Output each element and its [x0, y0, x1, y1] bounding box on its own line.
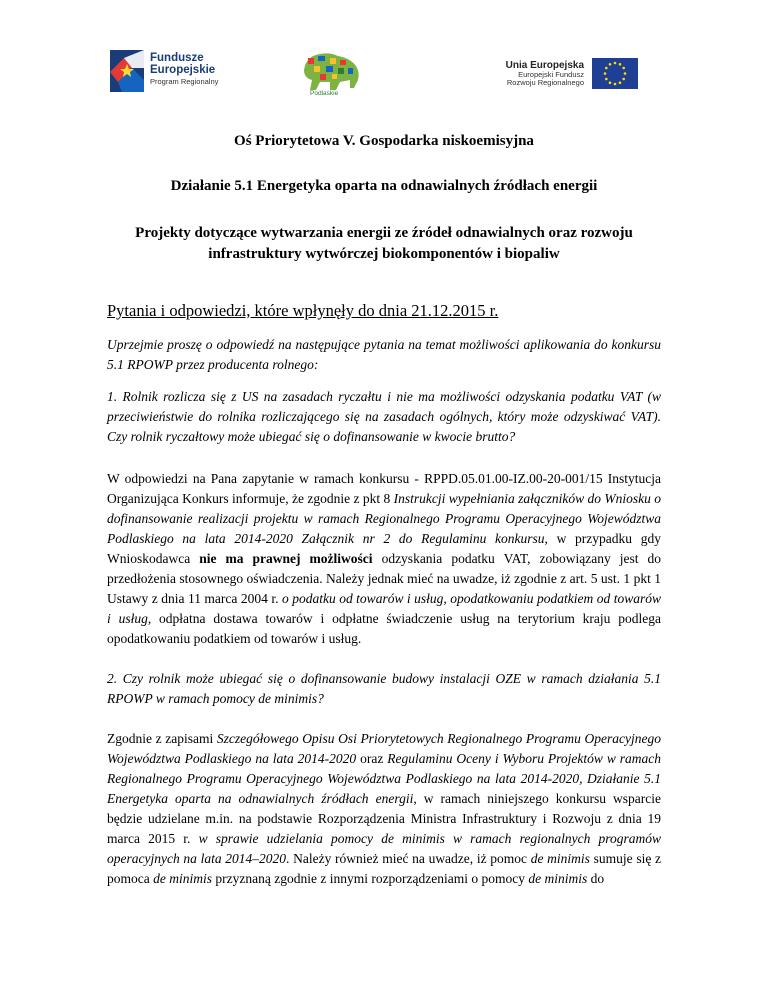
eu-logo-line2: Europejski Fundusz: [518, 70, 584, 79]
intro-paragraph: Uprzejmie proszę o odpowiedź na następujące pytania na temat możliwości aplikowania do konkursu 5.1 RPOWP przez producenta rolnego:: [107, 337, 661, 372]
eu-logo-text: [498, 60, 584, 88]
priority-axis-heading: Oś Priorytetowa V. Gospodarka niskoemisyjna: [234, 133, 534, 149]
logo-bar: [0, 50, 768, 110]
fe-star-flag-icon: [110, 50, 144, 92]
question-2: 2. Czy rolnik może ubiegać się o dofinansowanie budowy instalacji OZE w ramach działania 5.1 RPOWP w ramach pomocy de minimis?: [107, 671, 661, 706]
fe-logo-line1: Fundusze: [150, 52, 204, 64]
measure-heading: Działanie 5.1 Energetyka oparta na odnawialnych źródłach energii: [170, 178, 598, 194]
projects-heading: Projekty dotyczące wytwarzania energii ze źródeł odnawialnych oraz rozwoju infrastruktury wytwórczej biokomponentów i biopaliw: [135, 225, 633, 262]
fundusze-europejskie-logo: [110, 50, 260, 94]
eu-logo-line3: Rozwoju Regionalnego: [506, 78, 584, 88]
fe-logo-line3: Program Regionalny: [150, 77, 219, 87]
qa-section-title: Pytania i odpowiedzi, które wpłynęły do dnia 21.12.2015 r.: [107, 301, 499, 320]
answer-1: W odpowiedzi na Pana zapytanie w ramach konkursu - RPPD.05.01.00-IZ.00-20-001/15 Instytucja Organizująca Konkurs informuje, że zgodnie z pkt 8 Instrukcji wypełniania załączników do Wniosku o dofinansowanie realizacji projektu w ramach Regionalnego Programu Operacyjnego Województwa Podlaskiego na lata 2014-2020 Załącznik nr 2 do Regulaminu konkursu, w przypadku gdy Wnioskodawca nie ma prawnej możliwości odzyskania podatku VAT, zobowiązany jest do przedłożenia stosownego oświadczenia. Należy jednak mieć na uwadze, iż zgodnie z art. 5 ust. 1 pkt 1 Ustawy z dnia 11 marca 2004 r. o podatku od towarów i usług, opodatkowaniu podatkiem od towarów i usług, odpłatna dostawa towarów i odpłatne świadczenie usług na terytorium kraju podlega opodatkowaniu podatkiem od towarów i usług.: [107, 471, 661, 646]
fe-logo-line2: Europejskie: [150, 64, 216, 77]
answer-2: Zgodnie z zapisami Szczegółowego Opisu Osi Priorytetowych Regionalnego Programu Operacyjnego Województwa Podlaskiego na lata 2014-2020 oraz Regulaminu Oceny i Wyboru Projektów w ramach Regionalnego Programu Operacyjnego Województwa Podlaskiego na lata 2014-2020, Działanie 5.1 Energetyka oparta na odnawialnych źródłach energii, w ramach niniejszego konkursu wsparcie będzie udzielane m.in. na podstawie Rozporządzenia Ministra Infrastruktury i Rozwoju z dnia 19 marca 2015 r. w sprawie udzielania pomocy de minimis w ramach regionalnych programów operacyjnych na lata 2014–2020. Należy również mieć na uwadze, iż pomoc de minimis sumuje się z pomoca de minimis przyznaną zgodnie z innymi rozporządzeniami o pomocy de minimis do: [107, 731, 661, 886]
question-1: 1. Rolnik rozlicza się z US na zasadach ryczałtu i nie ma możliwości odzyskania podatku VAT (w przeciwieństwie do rolnika rozliczającego się na zasadach ogólnych, który może odzyskiwać VAT). Czy rolnik ryczałtowy może ubiegać się o dofinansowanie w kwocie brutto?: [107, 389, 661, 444]
eu-logo-line1: Unia Europejska: [505, 60, 584, 71]
eu-flag-icon: [592, 58, 638, 89]
document-body: [107, 133, 661, 889]
podlaskie-label: Podlaskie: [310, 90, 339, 97]
